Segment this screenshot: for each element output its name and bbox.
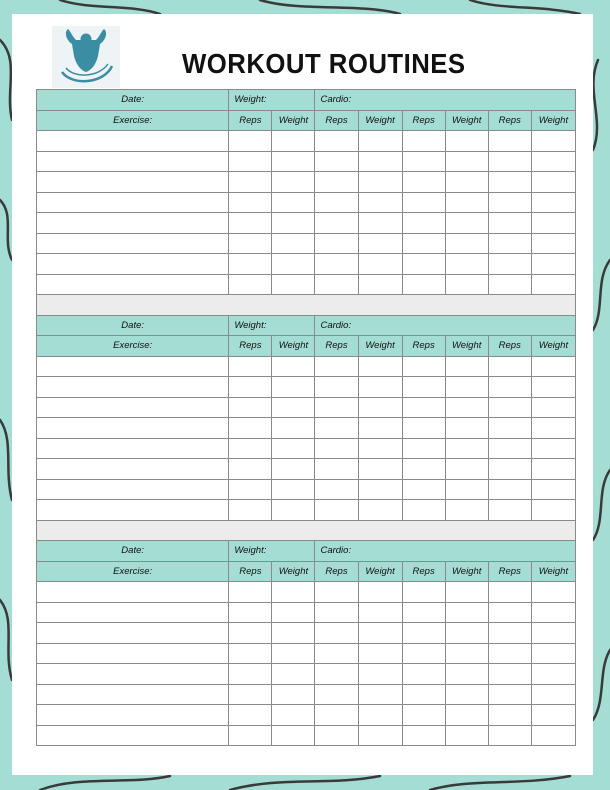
exercise-row	[37, 418, 576, 439]
reps-cell[interactable]	[402, 602, 445, 623]
weight-header: Weight	[445, 561, 488, 582]
weight-header: Weight	[358, 336, 402, 357]
weight-cell[interactable]	[272, 377, 315, 398]
exercise-row	[37, 684, 576, 705]
weight-cell[interactable]	[272, 356, 315, 377]
weight-cell[interactable]	[531, 479, 575, 500]
weight-header: Weight	[272, 561, 315, 582]
weight-cell[interactable]	[445, 131, 488, 152]
exercise-row	[37, 479, 576, 500]
weight-cell[interactable]	[358, 274, 402, 295]
weight-cell[interactable]	[531, 192, 575, 213]
weight-cell[interactable]	[272, 602, 315, 623]
weight-header: Weight	[531, 110, 575, 131]
reps-cell[interactable]	[229, 623, 272, 644]
reps-cell[interactable]	[402, 377, 445, 398]
reps-cell[interactable]	[402, 582, 445, 603]
exercise-row	[37, 664, 576, 685]
reps-cell[interactable]	[315, 192, 358, 213]
weight-cell[interactable]	[272, 684, 315, 705]
exercise-cell[interactable]	[37, 418, 229, 439]
reps-header: Reps	[488, 561, 531, 582]
weight-label: Weight:	[229, 315, 315, 336]
weight-cell[interactable]	[445, 623, 488, 644]
reps-cell[interactable]	[315, 131, 358, 152]
reps-cell[interactable]	[229, 233, 272, 254]
exercise-header-row	[37, 336, 576, 357]
exercise-cell[interactable]	[37, 213, 229, 234]
reps-cell[interactable]	[315, 725, 358, 746]
weight-cell[interactable]	[531, 213, 575, 234]
weight-cell[interactable]	[531, 356, 575, 377]
workout-log-table	[36, 89, 576, 746]
weight-cell[interactable]	[358, 582, 402, 603]
reps-cell[interactable]	[229, 213, 272, 234]
weight-label: Weight:	[229, 541, 315, 562]
exercise-cell[interactable]	[37, 684, 229, 705]
separator-cell	[37, 520, 576, 541]
exercise-row	[37, 643, 576, 664]
reps-cell[interactable]	[315, 418, 358, 439]
reps-cell[interactable]	[315, 397, 358, 418]
reps-cell[interactable]	[402, 684, 445, 705]
weight-cell[interactable]	[531, 582, 575, 603]
reps-cell[interactable]	[315, 151, 358, 172]
weight-cell[interactable]	[272, 254, 315, 275]
weight-cell[interactable]	[272, 664, 315, 685]
exercise-row	[37, 500, 576, 521]
exercise-cell[interactable]	[37, 192, 229, 213]
reps-cell[interactable]	[488, 213, 531, 234]
exercise-cell[interactable]	[37, 479, 229, 500]
weight-cell[interactable]	[272, 233, 315, 254]
reps-cell[interactable]	[402, 705, 445, 726]
reps-cell[interactable]	[402, 274, 445, 295]
reps-cell[interactable]	[488, 664, 531, 685]
reps-cell[interactable]	[402, 643, 445, 664]
reps-cell[interactable]	[229, 459, 272, 480]
reps-cell[interactable]	[402, 172, 445, 193]
reps-cell[interactable]	[488, 254, 531, 275]
weight-cell[interactable]	[272, 643, 315, 664]
weight-cell[interactable]	[272, 151, 315, 172]
weight-cell[interactable]	[445, 397, 488, 418]
exercise-header-row	[37, 561, 576, 582]
reps-cell[interactable]	[229, 479, 272, 500]
reps-cell[interactable]	[315, 172, 358, 193]
cardio-label: Cardio:	[315, 541, 576, 562]
exercise-cell[interactable]	[37, 664, 229, 685]
reps-cell[interactable]	[315, 274, 358, 295]
reps-cell[interactable]	[315, 582, 358, 603]
section-info-row	[37, 315, 576, 336]
exercise-row	[37, 356, 576, 377]
reps-cell[interactable]	[229, 397, 272, 418]
reps-cell[interactable]	[229, 438, 272, 459]
exercise-cell[interactable]	[37, 356, 229, 377]
weight-cell[interactable]	[445, 192, 488, 213]
reps-cell[interactable]	[488, 479, 531, 500]
weight-cell[interactable]	[445, 377, 488, 398]
reps-cell[interactable]	[488, 623, 531, 644]
exercise-row	[37, 705, 576, 726]
weight-cell[interactable]	[358, 643, 402, 664]
reps-cell[interactable]	[488, 500, 531, 521]
reps-cell[interactable]	[315, 623, 358, 644]
exercise-cell[interactable]	[37, 459, 229, 480]
reps-header: Reps	[488, 110, 531, 131]
reps-cell[interactable]	[402, 438, 445, 459]
weight-cell[interactable]	[358, 459, 402, 480]
reps-cell[interactable]	[488, 438, 531, 459]
reps-cell[interactable]	[229, 377, 272, 398]
cardio-label: Cardio:	[315, 90, 576, 111]
reps-cell[interactable]	[229, 192, 272, 213]
weight-cell[interactable]	[358, 213, 402, 234]
exercise-cell[interactable]	[37, 397, 229, 418]
reps-header: Reps	[402, 336, 445, 357]
weight-cell[interactable]	[358, 602, 402, 623]
reps-cell[interactable]	[315, 643, 358, 664]
exercise-cell[interactable]	[37, 151, 229, 172]
bodybuilder-icon	[52, 26, 120, 88]
weight-cell[interactable]	[531, 500, 575, 521]
weight-cell[interactable]	[445, 418, 488, 439]
reps-cell[interactable]	[315, 356, 358, 377]
exercise-cell[interactable]	[37, 623, 229, 644]
exercise-header: Exercise:	[37, 336, 229, 357]
exercise-row	[37, 397, 576, 418]
weight-cell[interactable]	[445, 705, 488, 726]
weight-cell[interactable]	[531, 684, 575, 705]
reps-cell[interactable]	[229, 684, 272, 705]
exercise-cell[interactable]	[37, 602, 229, 623]
reps-header: Reps	[402, 110, 445, 131]
weight-cell[interactable]	[358, 725, 402, 746]
weight-cell[interactable]	[445, 274, 488, 295]
weight-cell[interactable]	[445, 172, 488, 193]
reps-cell[interactable]	[315, 254, 358, 275]
exercise-header: Exercise:	[37, 110, 229, 131]
section-separator	[37, 520, 576, 541]
page-title: WORKOUT ROUTINES	[182, 48, 466, 79]
exercise-cell[interactable]	[37, 131, 229, 152]
exercise-cell[interactable]	[37, 725, 229, 746]
exercise-row	[37, 192, 576, 213]
weight-cell[interactable]	[445, 254, 488, 275]
separator-cell	[37, 295, 576, 316]
reps-cell[interactable]	[488, 151, 531, 172]
exercise-row	[37, 582, 576, 603]
weight-header: Weight	[272, 336, 315, 357]
reps-header: Reps	[229, 336, 272, 357]
reps-cell[interactable]	[402, 233, 445, 254]
reps-cell[interactable]	[488, 459, 531, 480]
exercise-cell[interactable]	[37, 438, 229, 459]
reps-cell[interactable]	[488, 602, 531, 623]
weight-cell[interactable]	[272, 213, 315, 234]
reps-cell[interactable]	[315, 213, 358, 234]
exercise-row	[37, 377, 576, 398]
exercise-row	[37, 233, 576, 254]
weight-cell[interactable]	[358, 192, 402, 213]
reps-cell[interactable]	[315, 684, 358, 705]
weight-cell[interactable]	[531, 643, 575, 664]
weight-cell[interactable]	[358, 418, 402, 439]
reps-cell[interactable]	[229, 582, 272, 603]
weight-cell[interactable]	[445, 356, 488, 377]
exercise-row	[37, 274, 576, 295]
reps-cell[interactable]	[402, 254, 445, 275]
weight-cell[interactable]	[358, 151, 402, 172]
weight-header: Weight	[272, 110, 315, 131]
exercise-row	[37, 151, 576, 172]
reps-header: Reps	[402, 561, 445, 582]
weight-label: Weight:	[229, 90, 315, 111]
weight-header: Weight	[531, 561, 575, 582]
weight-cell[interactable]	[272, 172, 315, 193]
weight-cell[interactable]	[358, 377, 402, 398]
weight-cell[interactable]	[531, 438, 575, 459]
reps-cell[interactable]	[229, 725, 272, 746]
reps-cell[interactable]	[315, 459, 358, 480]
weight-cell[interactable]	[531, 602, 575, 623]
reps-cell[interactable]	[229, 356, 272, 377]
reps-cell[interactable]	[488, 397, 531, 418]
date-label: Date:	[37, 541, 229, 562]
reps-cell[interactable]	[488, 356, 531, 377]
reps-cell[interactable]	[402, 397, 445, 418]
weight-cell[interactable]	[272, 725, 315, 746]
date-label: Date:	[37, 315, 229, 336]
weight-cell[interactable]	[531, 131, 575, 152]
weight-cell[interactable]	[272, 397, 315, 418]
weight-cell[interactable]	[445, 500, 488, 521]
exercise-header: Exercise:	[37, 561, 229, 582]
exercise-header-row	[37, 110, 576, 131]
exercise-row	[37, 131, 576, 152]
weight-cell[interactable]	[445, 213, 488, 234]
reps-cell[interactable]	[315, 664, 358, 685]
exercise-cell[interactable]	[37, 705, 229, 726]
weight-cell[interactable]	[358, 356, 402, 377]
reps-cell[interactable]	[229, 274, 272, 295]
reps-cell[interactable]	[402, 500, 445, 521]
weight-cell[interactable]	[445, 233, 488, 254]
weight-cell[interactable]	[531, 377, 575, 398]
weight-cell[interactable]	[445, 602, 488, 623]
workout-sheet	[12, 14, 593, 775]
weight-cell[interactable]	[445, 664, 488, 685]
weight-cell[interactable]	[445, 438, 488, 459]
weight-cell[interactable]	[358, 438, 402, 459]
reps-cell[interactable]	[402, 131, 445, 152]
weight-cell[interactable]	[272, 500, 315, 521]
weight-cell[interactable]	[358, 623, 402, 644]
weight-header: Weight	[531, 336, 575, 357]
weight-cell[interactable]	[272, 192, 315, 213]
reps-cell[interactable]	[488, 582, 531, 603]
reps-header: Reps	[229, 561, 272, 582]
reps-header: Reps	[229, 110, 272, 131]
weight-cell[interactable]	[531, 623, 575, 644]
exercise-row	[37, 459, 576, 480]
weight-cell[interactable]	[272, 274, 315, 295]
weight-cell[interactable]	[531, 705, 575, 726]
section-info-row	[37, 541, 576, 562]
weight-cell[interactable]	[358, 233, 402, 254]
exercise-cell[interactable]	[37, 254, 229, 275]
reps-cell[interactable]	[402, 459, 445, 480]
reps-cell[interactable]	[229, 151, 272, 172]
weight-cell[interactable]	[272, 582, 315, 603]
logo	[52, 26, 120, 88]
reps-cell[interactable]	[488, 377, 531, 398]
weight-cell[interactable]	[531, 418, 575, 439]
reps-cell[interactable]	[402, 725, 445, 746]
reps-header: Reps	[315, 110, 358, 131]
weight-cell[interactable]	[358, 684, 402, 705]
section-info-row	[37, 90, 576, 111]
weight-cell[interactable]	[358, 254, 402, 275]
section-separator	[37, 295, 576, 316]
weight-cell[interactable]	[445, 151, 488, 172]
exercise-cell[interactable]	[37, 274, 229, 295]
reps-cell[interactable]	[402, 623, 445, 644]
reps-cell[interactable]	[229, 705, 272, 726]
weight-header: Weight	[358, 561, 402, 582]
weight-cell[interactable]	[445, 459, 488, 480]
weight-cell[interactable]	[272, 438, 315, 459]
weight-cell[interactable]	[272, 459, 315, 480]
weight-cell[interactable]	[358, 664, 402, 685]
reps-cell[interactable]	[488, 684, 531, 705]
reps-cell[interactable]	[229, 643, 272, 664]
reps-cell[interactable]	[315, 500, 358, 521]
weight-cell[interactable]	[531, 397, 575, 418]
reps-cell[interactable]	[229, 500, 272, 521]
reps-cell[interactable]	[402, 192, 445, 213]
weight-cell[interactable]	[531, 151, 575, 172]
reps-header: Reps	[315, 336, 358, 357]
date-label: Date:	[37, 90, 229, 111]
reps-cell[interactable]	[488, 192, 531, 213]
weight-cell[interactable]	[358, 479, 402, 500]
weight-cell[interactable]	[358, 397, 402, 418]
exercise-cell[interactable]	[37, 233, 229, 254]
weight-cell[interactable]	[358, 172, 402, 193]
exercise-row	[37, 623, 576, 644]
weight-cell[interactable]	[272, 479, 315, 500]
cardio-label: Cardio:	[315, 315, 576, 336]
weight-cell[interactable]	[445, 479, 488, 500]
weight-header: Weight	[445, 336, 488, 357]
reps-header: Reps	[488, 336, 531, 357]
weight-cell[interactable]	[531, 725, 575, 746]
weight-cell[interactable]	[531, 172, 575, 193]
weight-cell[interactable]	[272, 705, 315, 726]
reps-cell[interactable]	[315, 479, 358, 500]
reps-header: Reps	[315, 561, 358, 582]
exercise-cell[interactable]	[37, 500, 229, 521]
exercise-cell[interactable]	[37, 582, 229, 603]
reps-cell[interactable]	[229, 131, 272, 152]
weight-header: Weight	[445, 110, 488, 131]
reps-cell[interactable]	[488, 705, 531, 726]
weight-cell[interactable]	[358, 705, 402, 726]
weight-cell[interactable]	[445, 643, 488, 664]
weight-cell[interactable]	[445, 684, 488, 705]
reps-cell[interactable]	[229, 418, 272, 439]
weight-cell[interactable]	[531, 274, 575, 295]
reps-cell[interactable]	[402, 151, 445, 172]
weight-cell[interactable]	[445, 725, 488, 746]
weight-cell[interactable]	[272, 418, 315, 439]
reps-cell[interactable]	[488, 131, 531, 152]
reps-cell[interactable]	[229, 172, 272, 193]
weight-cell[interactable]	[358, 131, 402, 152]
reps-cell[interactable]	[229, 602, 272, 623]
weight-cell[interactable]	[358, 500, 402, 521]
reps-cell[interactable]	[402, 213, 445, 234]
reps-cell[interactable]	[229, 254, 272, 275]
reps-cell[interactable]	[315, 233, 358, 254]
exercise-row	[37, 254, 576, 275]
weight-cell[interactable]	[272, 623, 315, 644]
reps-cell[interactable]	[229, 664, 272, 685]
exercise-row	[37, 725, 576, 746]
weight-header: Weight	[358, 110, 402, 131]
exercise-cell[interactable]	[37, 377, 229, 398]
reps-cell[interactable]	[402, 664, 445, 685]
exercise-row	[37, 172, 576, 193]
reps-cell[interactable]	[402, 418, 445, 439]
reps-cell[interactable]	[488, 418, 531, 439]
reps-cell[interactable]	[488, 172, 531, 193]
reps-cell[interactable]	[315, 438, 358, 459]
exercise-row	[37, 602, 576, 623]
reps-cell[interactable]	[315, 705, 358, 726]
reps-cell[interactable]	[488, 643, 531, 664]
weight-cell[interactable]	[531, 664, 575, 685]
reps-cell[interactable]	[488, 274, 531, 295]
reps-cell[interactable]	[488, 725, 531, 746]
reps-cell[interactable]	[402, 479, 445, 500]
exercise-row	[37, 213, 576, 234]
exercise-cell[interactable]	[37, 172, 229, 193]
weight-cell[interactable]	[531, 254, 575, 275]
reps-cell[interactable]	[315, 602, 358, 623]
weight-cell[interactable]	[272, 131, 315, 152]
reps-cell[interactable]	[315, 377, 358, 398]
weight-cell[interactable]	[531, 233, 575, 254]
exercise-row	[37, 438, 576, 459]
exercise-cell[interactable]	[37, 643, 229, 664]
weight-cell[interactable]	[445, 582, 488, 603]
reps-cell[interactable]	[488, 233, 531, 254]
weight-cell[interactable]	[531, 459, 575, 480]
reps-cell[interactable]	[402, 356, 445, 377]
